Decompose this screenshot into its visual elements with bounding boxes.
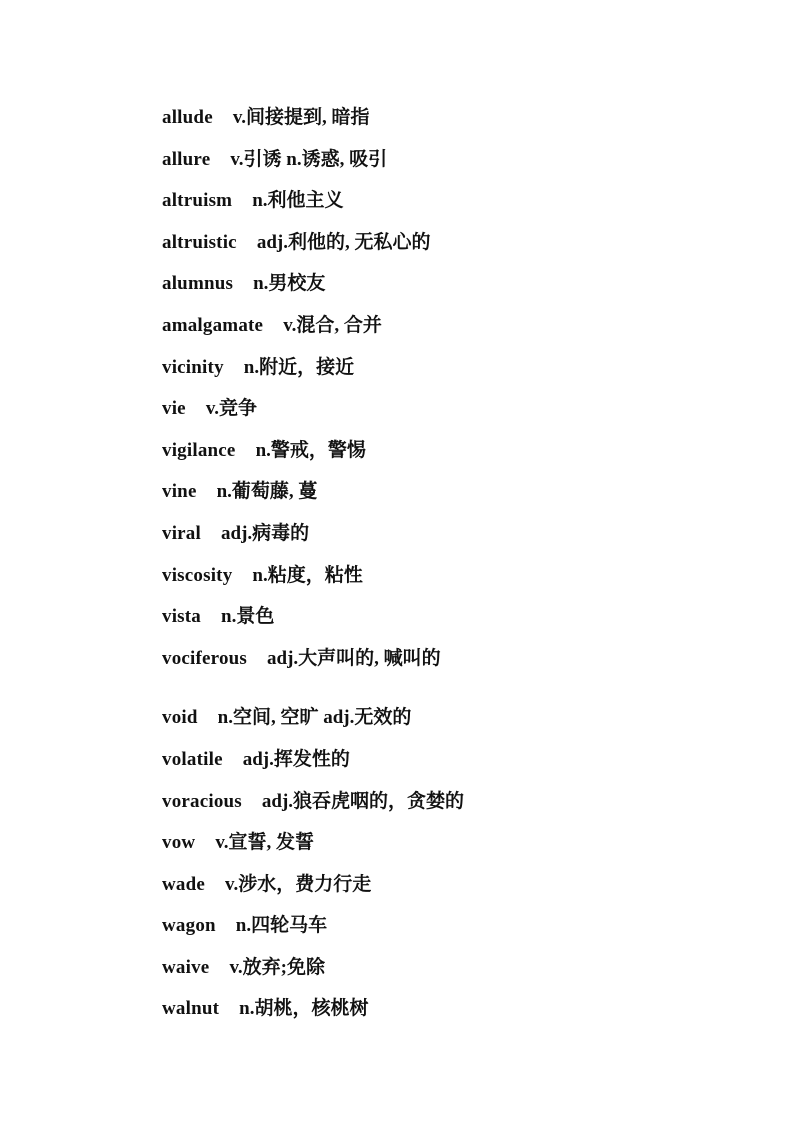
vocab-definition: n.粘度，粘性 (252, 564, 363, 586)
vocab-definition: adj.狼吞虎咽的，贪婪的 (261, 790, 465, 812)
vocab-word: allure (162, 148, 211, 170)
vocab-definition: n.附近，接近 (243, 356, 355, 378)
vocab-definition: n.男校友 (253, 273, 326, 295)
vocab-word: vicinity (162, 356, 224, 378)
vocab-word: void (162, 707, 198, 729)
vocab-entry (162, 270, 464, 312)
vocab-definition: v.放弃;免除 (229, 956, 325, 978)
vocab-word: amalgamate (162, 314, 264, 336)
vocab-word: waive (162, 956, 210, 978)
vocab-definition: v.混合, 合并 (283, 314, 382, 336)
vocab-word: allude (162, 107, 213, 128)
vocab-entry (162, 146, 464, 188)
vocab-word: vigilance (162, 439, 236, 461)
vocab-definition: n.空间, 空旷 adj.无效的 (217, 707, 412, 729)
vocab-definition: n.胡桃，核桃树 (239, 998, 369, 1020)
vocab-definition: v.涉水，费力行走 (225, 873, 372, 895)
vocab-entry (162, 829, 464, 871)
vocab-definition: adj.挥发性的 (242, 748, 350, 770)
vocab-entry (162, 478, 464, 520)
vocab-word: vista (162, 606, 201, 628)
vocab-entry (162, 746, 464, 788)
vocab-entry (162, 395, 464, 437)
vocab-entry (162, 704, 464, 746)
vocab-definition: n.利他主义 (252, 190, 344, 212)
vocab-entry (162, 603, 464, 645)
vocab-entry (162, 520, 464, 562)
vocab-word: altruistic (162, 231, 237, 253)
vocab-word: wagon (162, 915, 216, 937)
vocab-word: walnut (162, 998, 220, 1020)
vocab-definition: n.景色 (221, 606, 275, 628)
vocab-word: viral (162, 522, 201, 544)
vocab-definition: n.四轮马车 (235, 915, 328, 937)
vocab-entry (162, 912, 464, 954)
vocab-word: wade (162, 873, 206, 895)
vocab-definition: v.宣誓, 发誓 (215, 832, 315, 854)
vocab-entry (162, 871, 464, 913)
vocab-definition: v.间接提到, 暗指 (232, 107, 370, 128)
vocab-definition: adj.大声叫的, 喊叫的 (267, 647, 441, 669)
vocab-entry (162, 562, 464, 604)
vocabulary-list (162, 104, 464, 1037)
vocab-entry (162, 437, 464, 479)
vocab-entry (162, 995, 464, 1037)
vocab-definition: adj.病毒的 (221, 522, 310, 544)
vocab-word: voracious (162, 790, 242, 812)
vocab-word: viscosity (162, 564, 233, 586)
vocab-definition: n.葡萄藤, 蔓 (216, 481, 318, 503)
vocab-entry (162, 229, 464, 271)
vocab-word: vine (162, 481, 197, 503)
vocab-entry (162, 954, 464, 996)
vocab-definition: v.竞争 (205, 398, 258, 420)
vocab-entry (162, 354, 464, 396)
vocab-word: vie (162, 398, 186, 420)
vocab-word: alumnus (162, 273, 234, 295)
vocab-word: altruism (162, 190, 233, 212)
vocab-definition: v.引诱 n.诱惑, 吸引 (230, 148, 388, 170)
vocab-word: vociferous (162, 647, 248, 669)
vocab-word: vow (162, 832, 196, 854)
vocab-entry (162, 788, 464, 830)
vocab-definition: adj.利他的, 无私心的 (256, 231, 431, 253)
vocab-word: volatile (162, 748, 223, 770)
vocab-entry (162, 187, 464, 229)
vocab-entry (162, 104, 464, 146)
vocab-definition: n.警戒，警惕 (255, 439, 366, 461)
vocab-entry (162, 312, 464, 354)
vocab-entry (162, 645, 464, 687)
